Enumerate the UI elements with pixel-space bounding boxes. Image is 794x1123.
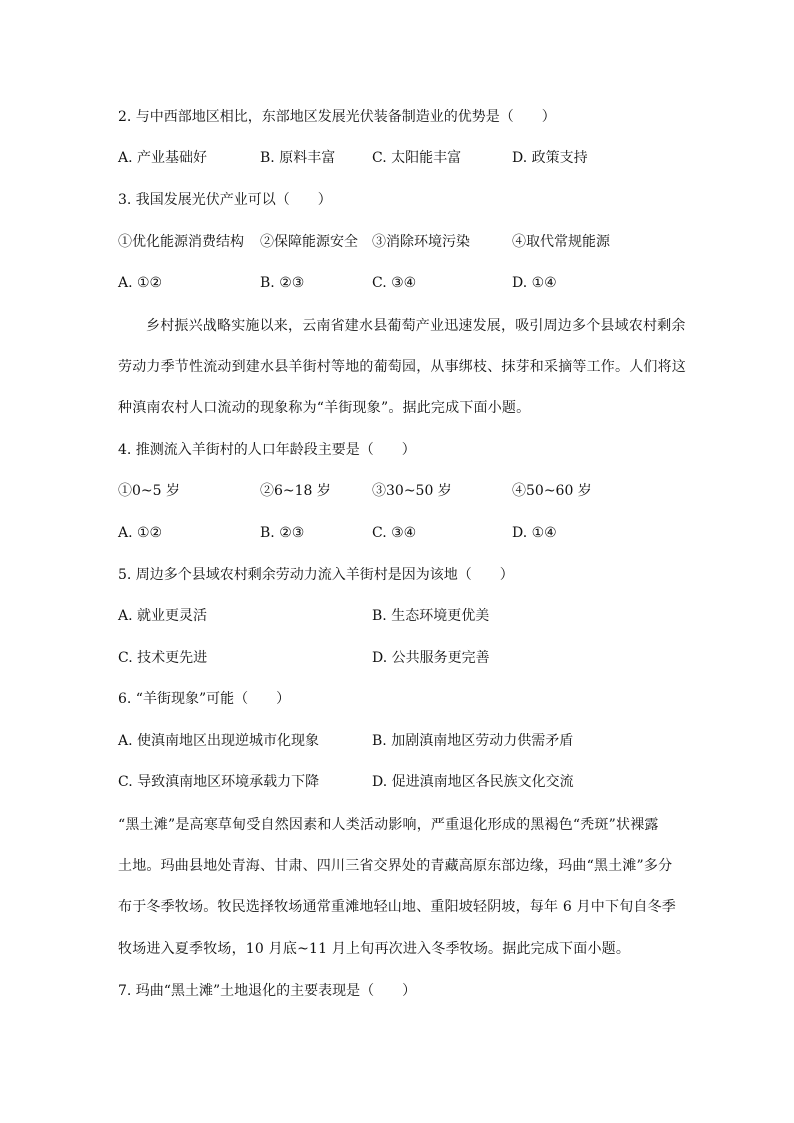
q4-option-b: B. ②③ <box>260 525 305 541</box>
q5-option-d: D. 公共服务更完善 <box>372 650 490 666</box>
question-2-stem: 2. 与中西部地区相比，东部地区发展光伏装备制造业的优势是（ ） <box>118 109 556 125</box>
q4-option-a: A. ①② <box>118 525 163 541</box>
q4-item-2: ②6~18 岁 <box>260 483 331 499</box>
passage-2-line-2: 土地。玛曲县地处青海、甘肃、四川三省交界处的青藏高原东部边缘，玛曲“黑土滩”多分 <box>118 858 673 874</box>
q6-option-a: A. 使滇南地区出现逆城市化现象 <box>118 733 320 749</box>
question-3-stem: 3. 我国发展光伏产业可以（ ） <box>118 192 332 208</box>
q4-option-c: C. ③④ <box>372 525 417 541</box>
q4-item-4: ④50~60 岁 <box>512 483 592 499</box>
q3-item-2: ②保障能源安全 <box>260 234 358 250</box>
q2-option-a: A. 产业基础好 <box>118 150 208 166</box>
q3-option-d: D. ①④ <box>512 275 557 291</box>
question-5-stem: 5. 周边多个县域农村剩余劳动力流入羊街村是因为该地（ ） <box>118 567 514 583</box>
passage-2-line-1: “黑土滩”是高寒草甸受自然因素和人类活动影响，严重退化形成的黑褐色“秃斑”状裸露 <box>118 817 659 833</box>
passage-2-line-4: 牧场进入夏季牧场，10 月底~11 月上旬再次进入冬季牧场。据此完成下面小题。 <box>118 941 631 957</box>
q3-item-4: ④取代常规能源 <box>512 234 610 250</box>
q3-item-3: ③消除环境污染 <box>372 234 470 250</box>
question-4-stem: 4. 推测流入羊街村的人口年龄段主要是（ ） <box>118 442 416 458</box>
q6-option-c: C. 导致滇南地区环境承载力下降 <box>118 774 320 790</box>
q3-option-b: B. ②③ <box>260 275 305 291</box>
q2-option-c: C. 太阳能丰富 <box>372 150 462 166</box>
question-7-stem: 7. 玛曲“黑土滩”土地退化的主要表现是（ ） <box>118 983 417 999</box>
passage-1-line-3: 种滇南农村人口流动的现象称为“羊街现象”。据此完成下面小题。 <box>118 400 531 416</box>
q4-item-1: ①0~5 岁 <box>118 483 180 499</box>
passage-2-line-3: 布于冬季牧场。牧民选择牧场通常重滩地轻山地、重阳坡轻阴坡，每年 6 月中下旬自冬季 <box>118 899 677 915</box>
q5-option-b: B. 生态环境更优美 <box>372 608 490 624</box>
q3-item-1: ①优化能源消费结构 <box>118 234 244 250</box>
q4-item-3: ③30~50 岁 <box>372 483 452 499</box>
q5-option-c: C. 技术更先进 <box>118 650 208 666</box>
q6-option-d: D. 促进滇南地区各民族文化交流 <box>372 774 574 790</box>
q3-option-a: A. ①② <box>118 275 163 291</box>
q2-option-d: D. 政策支持 <box>512 150 588 166</box>
passage-1-line-1: 乡村振兴战略实施以来，云南省建水县葡萄产业迅速发展，吸引周边多个县域农村剩余 <box>146 318 686 334</box>
q2-option-b: B. 原料丰富 <box>260 150 336 166</box>
passage-1-line-2: 劳动力季节性流动到建水县羊街村等地的葡萄园，从事绑枝、抹芽和采摘等工作。人们将这 <box>118 359 686 375</box>
q3-option-c: C. ③④ <box>372 275 417 291</box>
q6-option-b: B. 加剧滇南地区劳动力供需矛盾 <box>372 733 574 749</box>
question-6-stem: 6. “羊街现象”可能（ ） <box>118 691 291 707</box>
q4-option-d: D. ①④ <box>512 525 557 541</box>
q5-option-a: A. 就业更灵活 <box>118 608 208 624</box>
